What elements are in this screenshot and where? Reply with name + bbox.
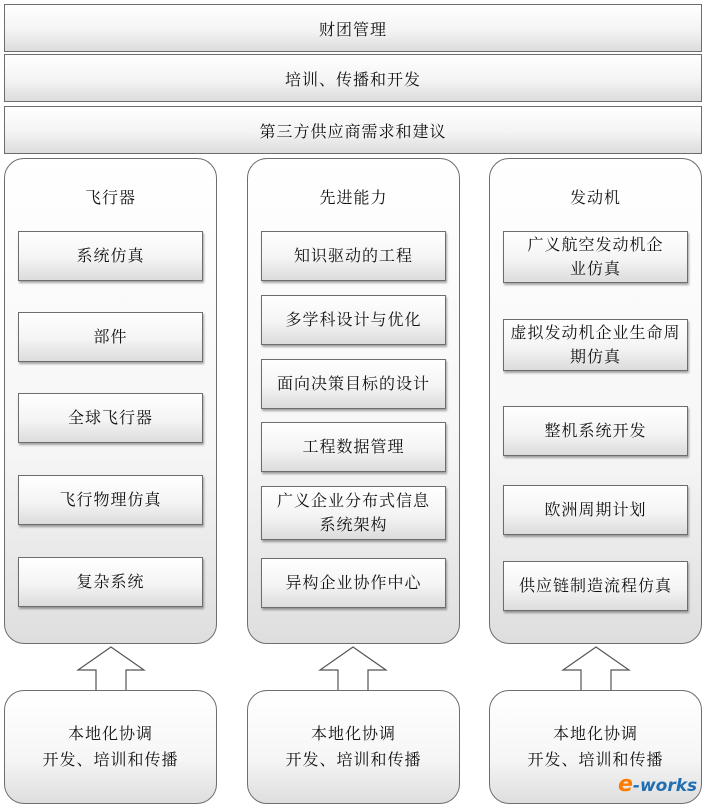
- item-box: 复杂系统: [18, 557, 203, 607]
- bottom-line-1: 本地化协调: [310, 724, 396, 743]
- bottom-line-2: 开发、培训和传播: [42, 750, 179, 769]
- item-box: 系统仿真: [18, 231, 203, 281]
- logo-e: e: [618, 772, 633, 797]
- item-box: 全球飞行器: [18, 393, 203, 443]
- bar-label: 财团管理: [318, 19, 387, 39]
- column-title: 先进能力: [319, 188, 388, 207]
- item-box: 欧洲周期计划: [503, 485, 688, 535]
- item-box: 面向决策目标的设计: [261, 359, 446, 409]
- item-box: 工程数据管理: [261, 422, 446, 472]
- bar-consortium-management: [4, 4, 702, 52]
- column-title: 发动机: [569, 188, 621, 207]
- bar-label: 培训、传播和开发: [284, 69, 421, 89]
- column-title: 飞行器: [84, 188, 136, 207]
- item-box: 知识驱动的工程: [261, 231, 446, 281]
- bottom-line-2: 开发、培训和传播: [285, 750, 422, 769]
- column-advanced-capability: [247, 158, 460, 644]
- up-arrow-icon: [318, 646, 388, 692]
- item-box: 飞行物理仿真: [18, 475, 203, 525]
- up-arrow-icon: [76, 646, 146, 692]
- item-box: 供应链制造流程仿真: [503, 561, 688, 611]
- bar-label: 第三方供应商需求和建议: [259, 121, 447, 141]
- column-engine: [489, 158, 702, 644]
- bottom-line-1: 本地化协调: [552, 724, 638, 743]
- bottom-box-local-coordination: [247, 690, 460, 804]
- bottom-line-2: 开发、培训和传播: [527, 750, 664, 769]
- item-box: 广义航空发动机企业仿真: [503, 231, 688, 283]
- item-box: 部件: [18, 312, 203, 362]
- logo-text: -works: [632, 776, 698, 796]
- eworks-logo: [618, 772, 697, 797]
- item-box: 异构企业协作中心: [261, 558, 446, 608]
- column-aircraft: [4, 158, 217, 644]
- bottom-box-local-coordination: [4, 690, 217, 804]
- up-arrow-icon: [561, 646, 631, 692]
- item-box: 整机系统开发: [503, 406, 688, 456]
- item-box: 虚拟发动机企业生命周期仿真: [503, 319, 688, 371]
- item-box: 广义企业分布式信息系统架构: [261, 486, 446, 540]
- bar-third-party-requirements: [4, 106, 702, 154]
- bottom-line-1: 本地化协调: [67, 724, 153, 743]
- item-box: 多学科设计与优化: [261, 295, 446, 345]
- bar-training-dissemination: [4, 54, 702, 102]
